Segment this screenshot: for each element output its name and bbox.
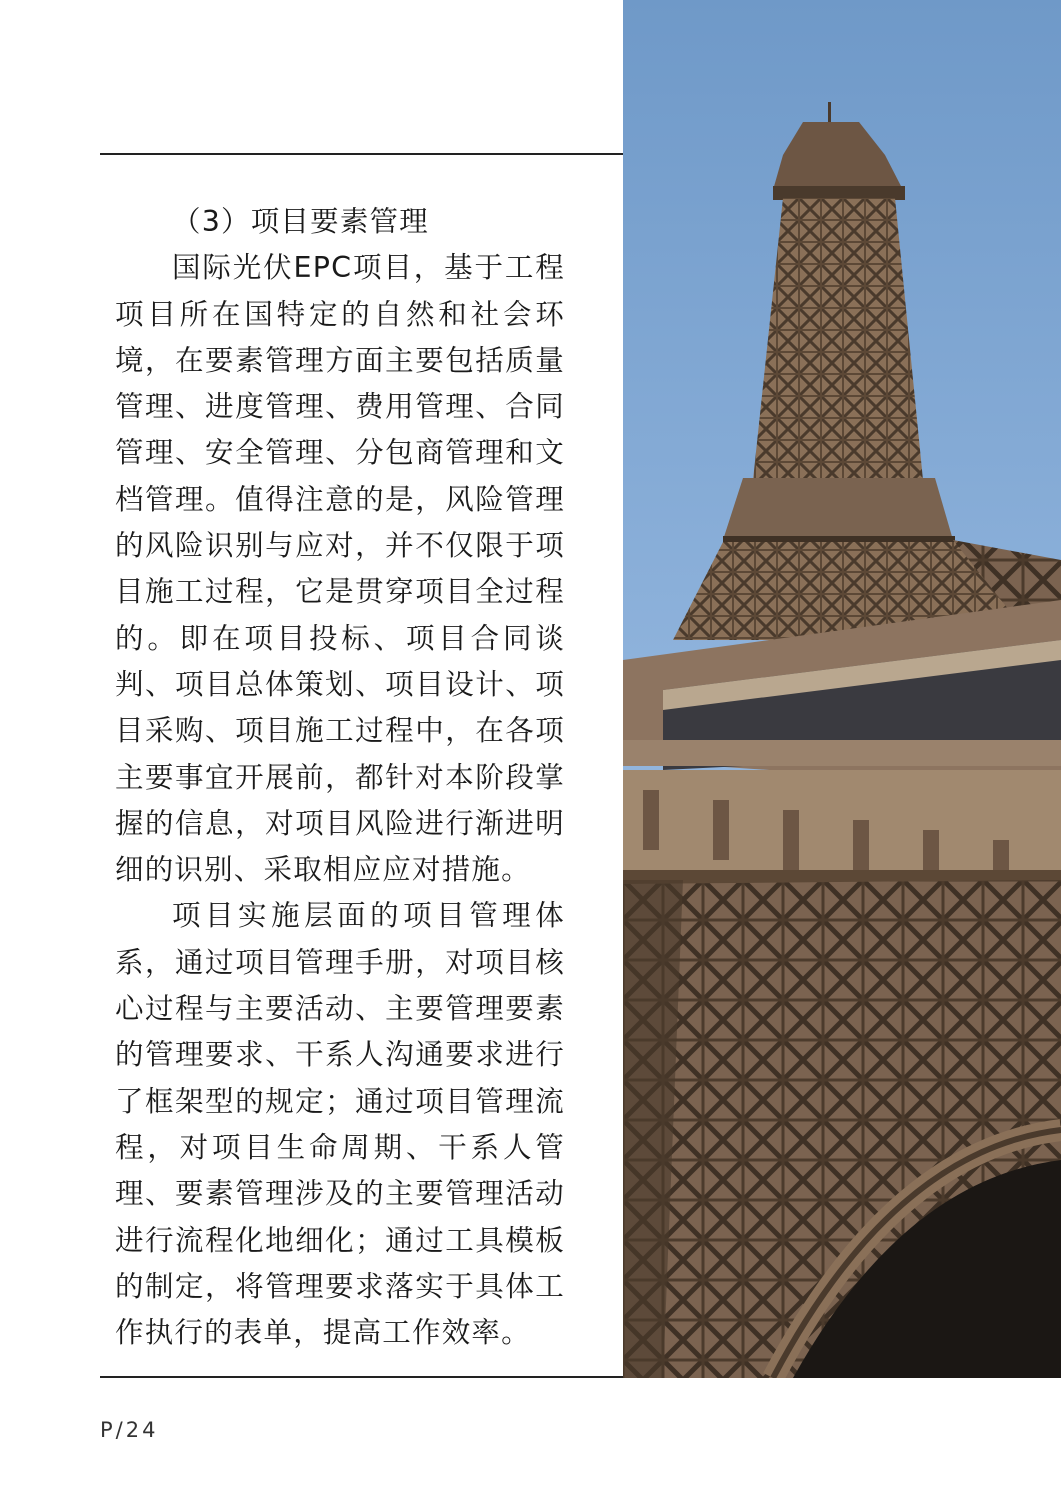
bottom-divider: [100, 1376, 623, 1378]
top-divider: [100, 153, 623, 155]
paragraph-2: 项目实施层面的项目管理体系，通过项目管理手册，对项目核心过程与主要活动、主要管理要素的管理要求、干系人沟通要求进行了框架型的规定；通过项目管理流程，对项目生命周期、干系人管理、要素管理涉及的主要管理活动进行流程化地细化；通过工具模板的制定，将管理要求落实于具体工作执行的表单，提高工作效率。: [115, 899, 565, 1350]
paragraph-1: 国际光伏EPC项目，基于工程项目所在国特定的自然和社会环境，在要素管理方面主要包括质量管理、进度管理、费用管理、合同管理、安全管理、分包商管理和文档管理。值得注意的是，风险管理的风险识别与应对，并不仅限于项目施工过程，它是贯穿项目全过程的。即在项目投标、项目合同谈判、项目总体策划、项目设计、项目采购、项目施工过程中，在各项主要事宜开展前，都针对本阶段掌握的信息，对项目风险进行渐进明细的识别、采取相应应对措施。: [115, 251, 565, 887]
page-number: P/24: [100, 1418, 159, 1442]
eiffel-tower-photo: [623, 0, 1061, 1378]
article-body: [115, 199, 565, 1356]
section-heading: （3）项目要素管理: [172, 205, 429, 238]
